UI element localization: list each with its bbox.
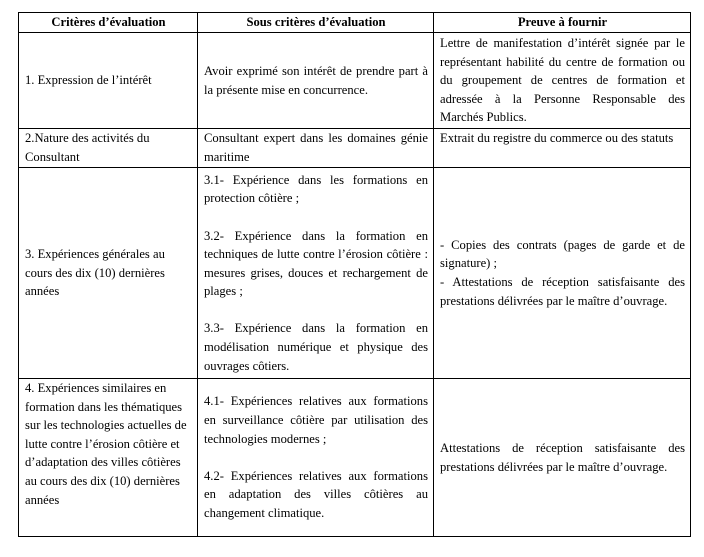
proof-text: - Copies des contrats (pages de garde et de signature) ; — [440, 237, 685, 271]
sub-criterion-text: Consultant expert dans les domaines génie maritime — [204, 131, 428, 164]
table-header-row — [19, 13, 691, 33]
proof-cell — [434, 168, 691, 379]
criterion-cell: 3. Expériences générales au cours des dix (10) dernières années — [19, 168, 198, 379]
sub-criterion-text: 4.1- Expériences relatives aux formations en surveillance côtière par utilisation des technologies modernes ; — [204, 394, 428, 446]
sub-criteria-cell — [198, 129, 434, 168]
sub-criterion-text: 4.2- Expériences relatives aux formations en adaptation des villes côtières au changement climatique. — [204, 468, 428, 520]
paragraph-gap — [204, 208, 428, 227]
header-proof: Preuve à fournir — [434, 13, 691, 33]
criterion-cell: 4. Expériences similaires en formation dans les thématiques sur les technologies actuelles de lutte contre l’érosion côtière et d’adaptation des villes côtières au cours des dix (10) dernières années — [19, 379, 198, 537]
proof-text: - Attestations de réception satisfaisante des prestations délivrées par le maître d’ouvrage. — [440, 275, 685, 308]
table-row — [19, 129, 691, 168]
sub-criteria-cell — [198, 33, 434, 129]
criterion-cell: 2.Nature des activités du Consultant — [19, 129, 198, 168]
proof-text: Attestations de réception satisfaisante des prestations délivrées par le maître d’ouvrage. — [440, 440, 685, 474]
table-row — [19, 379, 691, 537]
proof-cell — [434, 33, 691, 129]
table-row — [19, 168, 691, 379]
paragraph-gap — [204, 301, 428, 320]
evaluation-criteria-table — [18, 12, 691, 537]
criterion-cell: 1. Expression de l’intérêt — [19, 33, 198, 129]
sub-criterion-text: 3.1- Expérience dans les formations en protection côtière ; — [204, 172, 428, 206]
header-criteria: Critères d’évaluation — [19, 13, 198, 33]
proof-text: Lettre de manifestation d’intérêt signée par le représentant habilité du centre de formation ou du groupement de centres de formation et adressée à la Personne Responsable des Marchés Publics. — [440, 36, 685, 125]
proof-text: Extrait du registre du commerce ou des statuts — [440, 131, 674, 145]
proof-cell — [434, 379, 691, 537]
sub-criteria-cell — [198, 168, 434, 379]
paragraph-gap — [204, 448, 428, 467]
sub-criterion-text: 3.2- Expérience dans la formation en techniques de lutte contre l’érosion côtière : mesures grises, douces et rechargement de plages ; — [204, 228, 428, 299]
sub-criterion-text: 3.3- Expérience dans la formation en modélisation numérique et physique des ouvrages côtiers. — [204, 321, 428, 373]
table-row — [19, 33, 691, 129]
header-sub-criteria: Sous critères d’évaluation — [198, 13, 434, 33]
sub-criterion-text: Avoir exprimé son intérêt de prendre part à la présente mise en concurrence. — [204, 63, 428, 97]
sub-criteria-cell — [198, 379, 434, 537]
proof-cell — [434, 129, 691, 168]
